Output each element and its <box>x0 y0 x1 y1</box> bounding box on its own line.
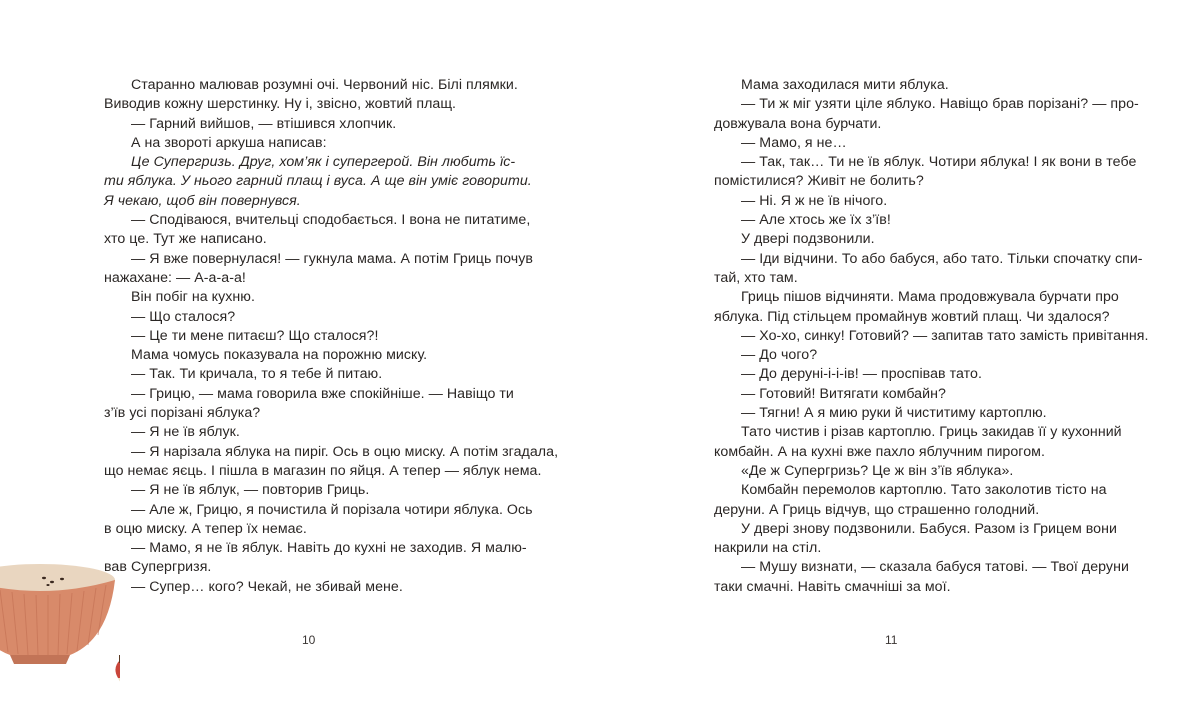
text-line: помістилися? Живіт не болить? <box>714 173 924 190</box>
text-line: деруни. А Гриць відчув, що страшенно голодний. <box>714 501 1040 518</box>
text-line: — Іди відчини. То або бабуся, або тато. Тільки спочатку спи- <box>741 250 1143 267</box>
text-line: — Що сталося? <box>131 308 236 325</box>
text-line: Тато чистив і різав картоплю. Гриць закидав її у кухонний <box>741 424 1122 441</box>
text-line: комбайн. А на кухні вже пахло яблучним пирогом. <box>714 443 1045 460</box>
text-line: — Мушу визнати, — сказала бабуся татові. — Твої деруни <box>741 559 1129 576</box>
text-line: — Тягни! А я мию руки й чиститиму картоплю. <box>741 405 1047 422</box>
text-line: — Ти ж міг узяти ціле яблуко. Навіщо брав порізані? — про- <box>741 96 1139 113</box>
text-line: — Мамо, я не… <box>741 134 847 151</box>
text-line: тай, хто там. <box>714 269 798 286</box>
text-line: — Я не їв яблук. <box>131 424 240 441</box>
text-line: — Ні. Я ж не їв нічого. <box>741 192 888 209</box>
apple-core <box>115 655 120 682</box>
bowl-base <box>10 655 70 664</box>
text-line: — Хо-хо, синку! Готовий? — запитав тато замість привітання. <box>741 327 1149 344</box>
text-line: — Це ти мене питаєш? Що сталося?! <box>131 327 379 344</box>
text-line: — Я нарізала яблука на пиріг. Ось в оцю миску. А потім згадала, <box>131 443 559 460</box>
text-line: — Але хтось же їх з’їв! <box>741 212 891 229</box>
text-line: нажахане: — А-а-а-а! <box>104 269 246 286</box>
text-line: Старанно малював розумні очі. Червоний ніс. Білі плямки. <box>131 77 518 93</box>
text-line: Мама чомусь показувала на порожню миску. <box>131 347 428 364</box>
text-line: таки смачні. Навіть смачніші за мої. <box>714 578 951 595</box>
text-line: Гриць пішов відчиняти. Мама продовжувала бурчати про <box>741 289 1119 306</box>
text-line: — До деруні-і-і-ів! — проспівав тато. <box>741 366 982 383</box>
text-line: Я чекаю, щоб він повернувся. <box>104 192 301 209</box>
text-line: У двері знову подзвонили. Бабуся. Разом із Грицем вони <box>741 520 1117 537</box>
text-line: з’їв усі порізані яблука? <box>104 405 261 422</box>
text-line: У двері подзвонили. <box>741 231 875 248</box>
text-line: — Так. Ти кричала, то я тебе й питаю. <box>131 366 383 383</box>
text-line: хто це. Тут же написано. <box>104 231 267 248</box>
text-line: вав Супергризя. <box>104 559 212 576</box>
left-page-text <box>104 76 559 597</box>
text-line: — Мамо, я не їв яблук. Навіть до кухні не заходив. Я малю- <box>131 540 527 557</box>
bowl-illustration <box>0 560 120 703</box>
text-line: — Але ж, Грицю, я почистила й порізала чотири яблука. Ось <box>131 501 533 518</box>
text-line: — Грицю, — мама говорила вже спокійніше. — Навіщо ти <box>131 385 514 402</box>
text-line: в оцю миску. А тепер їх немає. <box>104 520 307 537</box>
text-line: — Супер… кого? Чекай, не збивай мене. <box>131 578 403 595</box>
page-number-left: 10 <box>302 633 316 647</box>
text-line: — Готовий! Витягати комбайн? <box>741 385 946 402</box>
text-line: що немає яєць. І пішла в магазин по яйця. А тепер — яблук нема. <box>104 462 542 479</box>
text-line: Комбайн перемолов картоплю. Тато заколотив тісто на <box>741 482 1107 499</box>
page-number-right: 11 <box>885 633 898 647</box>
text-line: накрили на стіл. <box>714 540 822 557</box>
text-line: Він побіг на кухню. <box>131 289 255 306</box>
text-line: Мама заходилася мити яблука. <box>741 77 949 93</box>
text-line: Це Супергризь. Друг, хом’як і супергерой. Він любить їс- <box>131 154 516 171</box>
text-line: — До чого? <box>741 347 818 364</box>
text-line: Виводив кожну шерстинку. Ну і, звісно, жовтий плащ. <box>104 96 457 113</box>
text-line: — Гарний вийшов, — втішився хлопчик. <box>131 115 397 132</box>
text-line: А на звороті аркуша написав: <box>131 134 327 151</box>
text-line: — Я вже повернулася! — гукнула мама. А потім Гриць почув <box>131 250 533 267</box>
text-line: ти яблука. У нього гарний плащ і вуса. А ще він уміє говорити. <box>104 173 532 190</box>
text-line: «Де ж Супергризь? Це ж він з’їв яблука». <box>741 462 1014 479</box>
right-page <box>600 0 1200 703</box>
text-line: яблука. Під стільцем промайнув жовтий плащ. Чи здалося? <box>714 308 1110 325</box>
text-line: — Сподіваюся, вчительці сподобається. І вона не питатиме, <box>131 212 531 229</box>
text-line: — Так, так… Ти не їв яблук. Чотири яблука! І як вони в тебе <box>741 154 1137 171</box>
right-page-text <box>714 76 1149 597</box>
text-line: — Я не їв яблук, — повторив Гриць. <box>131 482 370 499</box>
text-line: довжувала вона бурчати. <box>714 115 882 132</box>
